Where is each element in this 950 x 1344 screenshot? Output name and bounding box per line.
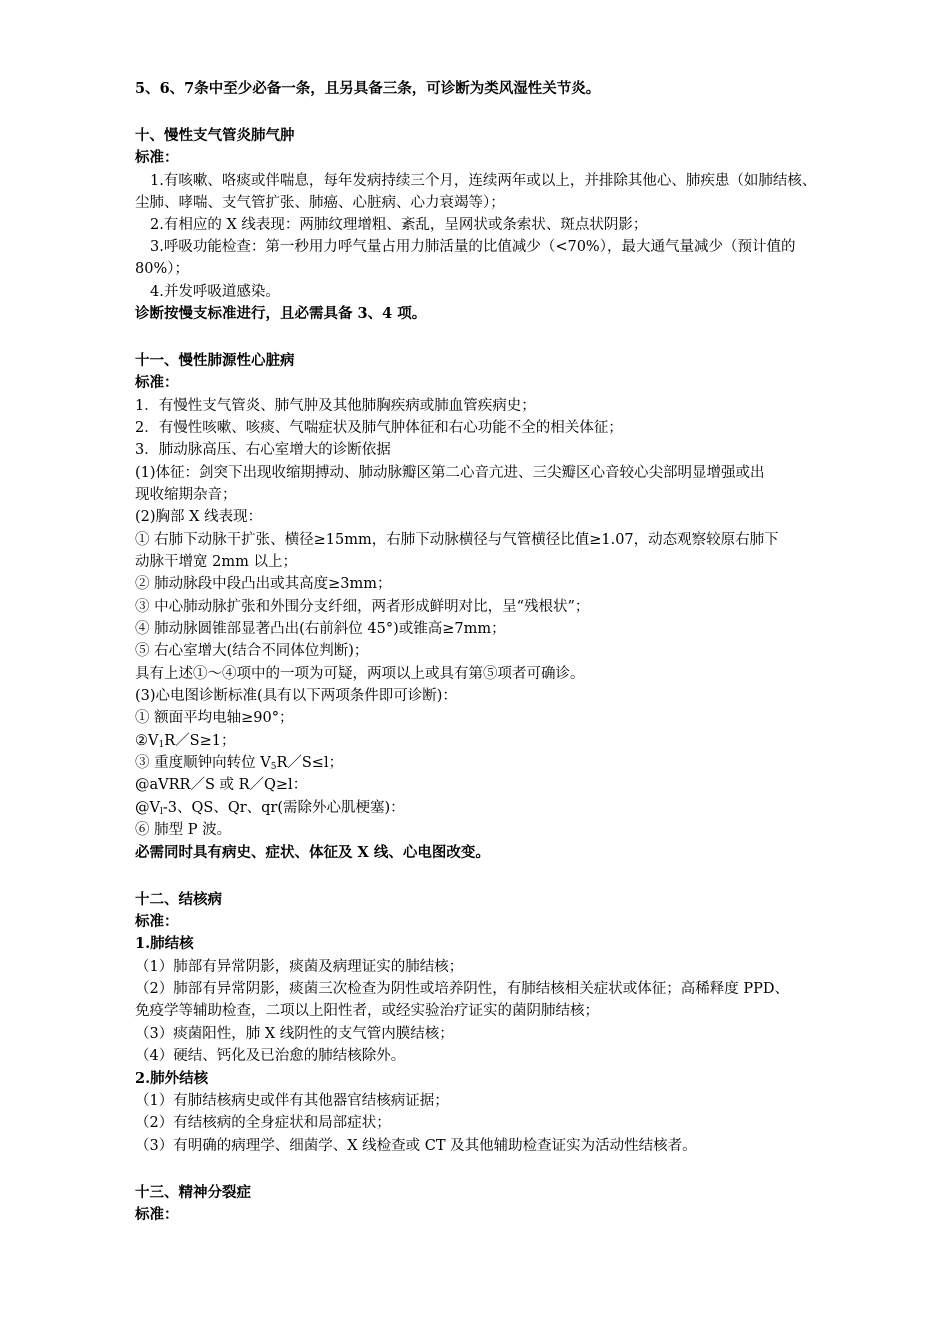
section-11-note: 必需同时具有病史、症状、体征及 X 线、心电图改变。 [135,844,490,861]
xray-criterion-1: ① 右肺下动脉干扩张、横径≥15mm，右肺下动脉横径与气管横径比值≥1.07，动态观察较原右肺下 [135,532,779,548]
section-10-item-3-cont: 80%）； [135,261,189,277]
extrapulmonary-tb-item-2: （2）有结核病的全身症状和局部症状； [135,1115,391,1131]
section-11-item-2: 2．有慢性咳嗽、咳痰、气喘症状及肺气肿体征和右心功能不全的相关体征； [135,420,623,436]
xray-criterion-4: ④ 肺动脉圆锥部显著凸出(右前斜位 45°)或锥高≥7mm； [135,621,506,637]
section-10-item-1-cont: 尘肺、哮喘、支气管扩张、肺癌、心脏病、心力衰竭等）； [135,195,505,211]
ecg-criterion-6: ⑥ 肺型 P 波。 [135,822,232,838]
pulmonary-tb-item-1: （1）肺部有异常阴影，痰菌及病理证实的肺结核； [135,959,464,975]
pulmonary-tb-item-2: （2）肺部有异常阴影，痰菌三次检查为阴性或培养阴性，有肺结核相关症状或体征；高稀释度 PPD、 [135,981,789,997]
ecg-criterion-5: $@V_l-3$、QS、Qr、qr(需除外心肌梗塞)： [135,800,405,817]
xray-criterion-summary: 具有上述①～④项中的一项为可疑，两项以上或具有第⑤项者可确诊。 [135,666,585,682]
section-10-item-4: 4.并发呼吸道感染。 [150,284,280,300]
pulmonary-tb-item-2-cont: 免疫学等辅助检查，二项以上阳性者，或经实验治疗证实的菌阴肺结核； [135,1003,599,1019]
section-12-standard-label: 标准： [135,913,179,930]
xray-criterion-1-cont: 动脉干增宽 2mm 以上； [135,554,297,570]
section-10-item-1: 1.有咳嗽、咯痰或伴喘息，每年发病持续三个月，连续两年或以上，并排除其他心、肺疾患（如肺结核、 [150,173,817,189]
section-10-title: 十、慢性支气管炎肺气肿 [135,127,295,144]
section-11-ecg-label: (3)心电图诊断标准(具有以下两项条件即可诊断)： [135,688,457,704]
section-11-title: 十一、慢性肺源性心脏病 [135,352,295,369]
pulmonary-tb-item-3: （3）痰菌阳性，肺 X 线阴性的支气管内膜结核； [135,1026,454,1042]
extrapulmonary-tb-item-3: （3）有明确的病理学、细菌学、X 线检查或 CT 及其他辅助检查证实为活动性结核者。 [135,1138,697,1154]
xray-criterion-2: ② 肺动脉段中段凸出或其高度≥3mm； [135,576,392,592]
ecg-criterion-2: $②V_1R/S\ge 1$； [135,733,236,750]
section-11-xray-label: (2)胸部 X 线表现： [135,509,263,525]
extrapulmonary-tb-item-1: （1）有肺结核病史或伴有其他器官结核病证据； [135,1093,449,1109]
section-11-standard-label: 标准： [135,374,179,391]
ecg-criterion-1: ① 额面平均电轴≥90°； [135,710,294,726]
xray-criterion-5: ⑤ 右心室增大(结合不同体位判断)； [135,643,369,659]
section-10-item-3: 3.呼吸功能检查：第一秒用力呼气量占用力肺活量的比值减少（<70%），最大通气量减少（预计值的 [150,239,796,255]
section-11-sign: (1)体征：剑突下出现收缩期搏动、肺动脉瓣区第二心音亢进、三尖瓣区心音较心尖部明显增强或出 [135,465,765,481]
section-10-standard-label: 标准： [135,149,179,166]
section-13-standard-label: 标准： [135,1206,179,1223]
section-11-item-3: 3．肺动脉高压、右心室增大的诊断依据 [135,442,391,458]
ra-conclusion: 5、6、7条中至少必备一条，且另具备三条，可诊断为类风湿性关节炎。 [135,80,601,97]
ecg-criterion-3: ③ 重度顺钟向转位 $V_5R/S\le l$； [135,755,344,772]
pulmonary-tb-item-4: （4）硬结、钙化及已治愈的肺结核除外。 [135,1048,406,1064]
section-12-title: 十二、结核病 [135,891,222,908]
extrapulmonary-tb-heading: 2.肺外结核 [135,1070,209,1087]
xray-criterion-3: ③ 中心肺动脉扩张和外围分支纤细，两者形成鲜明对比，呈“残根状”； [135,599,590,615]
pulmonary-tb-heading: 1.肺结核 [135,935,194,952]
section-11-item-1: 1．有慢性支气管炎、肺气肿及其他肺胸疾病或肺血管疾病史； [135,398,536,414]
section-10-item-2: 2.有相应的 X 线表现：两肺纹理增粗、紊乱，呈网状或条索状、斑点状阴影； [150,217,648,233]
ecg-criterion-4: @aVRR／S 或 R／Q≥l： [135,777,308,793]
section-10-note: 诊断按慢支标准进行，且必需具备 3、4 项。 [135,305,427,322]
section-11-sign-cont: 现收缩期杂音； [135,487,237,503]
section-13-title: 十三、精神分裂症 [135,1184,251,1201]
